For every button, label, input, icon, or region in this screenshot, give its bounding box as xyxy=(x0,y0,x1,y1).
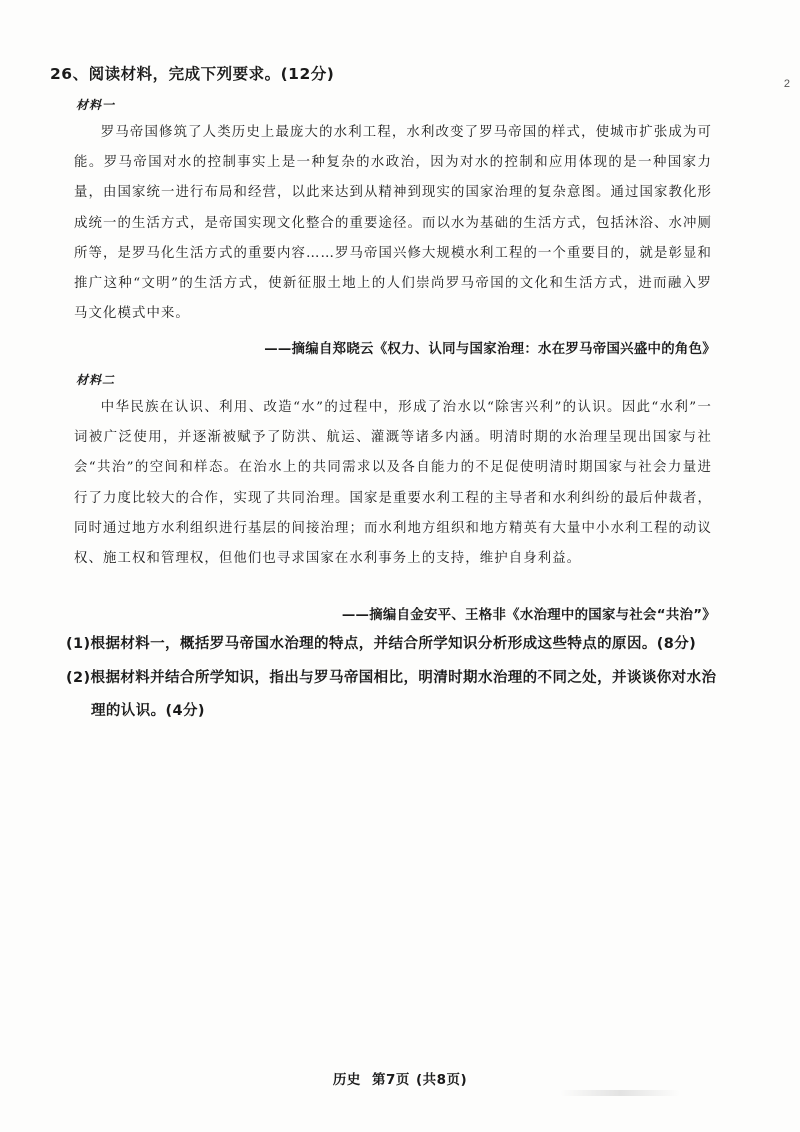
task-2: (2)根据材料并结合所学知识，指出与罗马帝国相比，明清时期水治理的不同之处，并谈谈你对水治理的认识。(4分) xyxy=(66,670,717,719)
scan-smudge xyxy=(560,1090,680,1096)
page-footer xyxy=(0,1068,800,1088)
material-2-source: ——摘编自金安平、王格非《水治理中的国家与社会“共治”》 xyxy=(341,608,716,623)
page-corner-number: 2 xyxy=(783,78,790,90)
footer-total: (共8页) xyxy=(415,1072,468,1088)
material-1-label: 材料一 xyxy=(76,98,116,112)
footer-subject: 历史 xyxy=(332,1072,361,1088)
footer-page: 第7页 xyxy=(372,1072,410,1088)
material-2-text: 中华民族在认识、利用、改造“水”的过程中，形成了治水以“除害兴利”的认识。因此“水利”一词被广泛使用，并逐渐被赋予了防洪、航运、灌溉等诸多内涵。明清时期的水治理呈现出国家与社会“共治”的空间和样态。在治水上的共同需求以及各自能力的不足促使明清时期国家与社会力量进行了力度比较大的合作，实现了共同治理。国家是重要水利工程的主导者和水利纠纷的最后仲裁者，同时通过地方水利组织进行基层的间接治理；而水利地方组织和地方精英有大量中小水利工程的动议权、施工权和管理权，但他们也寻求国家在水利事务上的支持，维护自身利益。 xyxy=(74,400,712,567)
material-1-source: ——摘编自郑晓云《权力、认同与国家治理：水在罗马帝国兴盛中的角色》 xyxy=(264,342,716,357)
task-1: (1)根据材料一，概括罗马帝国水治理的特点，并结合所学知识分析形成这些特点的原因。(8分) xyxy=(66,636,697,652)
material-2-label: 材料二 xyxy=(76,373,116,387)
material-1-text: 罗马帝国修筑了人类历史上最庞大的水利工程，水利改变了罗马帝国的样式，使城市扩张成为可能。罗马帝国对水的控制事实上是一种复杂的水政治，因为对水的控制和应用体现的是一种国家力量，由国家统一进行布局和经营，以此来达到从精神到现实的国家治理的复杂意图。通过国家教化形成统一的生活方式，是帝国实现文化整合的重要途径。而以水为基础的生活方式，包括沐浴、水冲厕所等，是罗马化生活方式的重要内容……罗马帝国兴修大规模水利工程的一个重要目的，就是彰显和推广这种“文明”的生活方式，使新征服土地上的人们崇尚罗马帝国的文化和生活方式，进而融入罗马文化模式中来。 xyxy=(74,125,712,322)
question-title: 26、阅读材料，完成下列要求。(12分) xyxy=(50,65,335,83)
